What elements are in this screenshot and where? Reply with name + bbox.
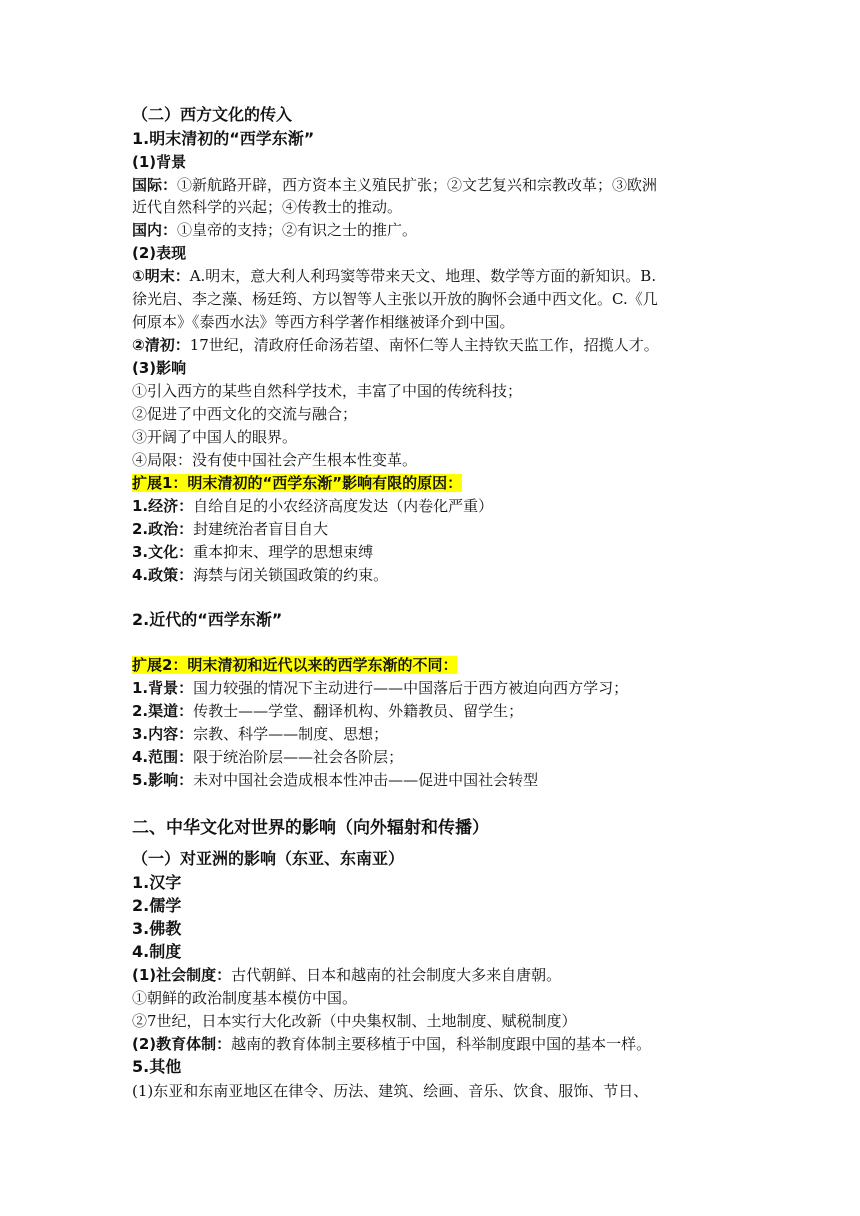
ext2-text-2: 传教士——学堂、翻译机构、外籍教员、留学生； — [193, 702, 524, 720]
social-system-item-1: ①朝鲜的政治制度基本模仿中国。 — [132, 989, 358, 1007]
text-ming-cont-1: 徐光启、李之藻、杨廷筠、方以智等人主张以开放的胸怀会通中西文化。C.《几 — [132, 290, 658, 308]
ext1-item-4 — [132, 564, 388, 586]
subtitle-asia-influence: （一）对亚洲的影响（东亚、东南亚） — [132, 849, 405, 868]
ext2-label-1: 1.背景： — [132, 679, 194, 697]
influence-item-1: ①引入西方的某些自然科学技术，丰富了中国的传统科技； — [132, 382, 523, 400]
label-education-system: (2)教育体制： — [132, 1035, 232, 1053]
text-ming-cont-2: 何原本》《泰西水法》等西方科学著作相继被译介到中国。 — [132, 313, 515, 331]
label-ming: ①明末： — [132, 267, 190, 285]
line-qing — [132, 334, 659, 356]
heading-influence: (3)影响 — [132, 359, 187, 377]
heading-performance: (2)表现 — [132, 244, 187, 262]
label-international: 国际： — [132, 176, 178, 194]
extension-2-title: 扩展2：明末清初和近代以来的西学东渐的不同： — [132, 656, 458, 674]
ext1-label-2: 2.政治： — [132, 520, 194, 538]
ext1-text-2: 封建统治者盲目自大 — [193, 520, 329, 538]
ext2-label-2: 2.渠道： — [132, 702, 194, 720]
heading-background: (1)背景 — [132, 153, 187, 171]
text-qing: 17世纪，清政府任命汤若望、南怀仁等人主持钦天监工作，招揽人才。 — [189, 336, 659, 354]
ext1-label-4: 4.政策： — [132, 566, 194, 584]
ext2-item-2 — [132, 700, 523, 722]
heading-modern-western-learning: 2.近代的“西学东渐” — [132, 610, 283, 629]
influence-item-4: ④局限：没有使中国社会产生根本性变革。 — [132, 451, 418, 469]
text-international-cont: 近代自然科学的兴起；④传教士的推动。 — [132, 198, 403, 216]
ext2-item-4 — [132, 746, 403, 768]
ext2-label-5: 5.影响： — [132, 771, 194, 789]
ext2-text-4: 限于统治阶层——社会各阶层； — [193, 748, 404, 766]
others-item-1: (1)东亚和东南亚地区在律令、历法、建筑、绘画、音乐、饮食、服饰、节日、 — [132, 1082, 649, 1100]
extension-1-title-line — [132, 472, 462, 494]
ext2-label-3: 3.内容： — [132, 725, 194, 743]
label-domestic: 国内： — [132, 221, 178, 239]
line-international — [132, 174, 657, 196]
ext1-text-1: 自给自足的小农经济高度发达（内卷化严重） — [193, 497, 494, 515]
ext2-item-5 — [132, 769, 538, 791]
text-social-system: 古代朝鲜、日本和越南的社会制度大多来自唐朝。 — [231, 966, 562, 984]
item-buddhism: 3.佛教 — [132, 919, 182, 938]
section-title-chinese-culture-influence: 二、中华文化对世界的影响（向外辐射和传播） — [132, 818, 489, 838]
ext1-label-3: 3.文化： — [132, 543, 194, 561]
text-domestic: ①皇帝的支持；②有识之士的推广。 — [177, 221, 418, 239]
heading-ming-qing-western-learning: 1.明末清初的“西学东渐” — [132, 129, 315, 148]
ext1-item-2 — [132, 518, 328, 540]
ext1-label-1: 1.经济： — [132, 497, 194, 515]
text-international: ①新航路开辟，西方资本主义殖民扩张；②文艺复兴和宗教改革；③欧洲 — [177, 176, 658, 194]
extension-1-title: 扩展1：明末清初的“西学东渐”影响有限的原因： — [132, 474, 463, 492]
line-social-system — [132, 964, 561, 986]
influence-item-3: ③开阔了中国人的眼界。 — [132, 428, 298, 446]
ext2-item-3 — [132, 723, 388, 745]
ext1-text-4: 海禁与闭关锁国政策的约束。 — [193, 566, 389, 584]
line-education-system — [132, 1033, 651, 1055]
item-confucianism: 2.儒学 — [132, 896, 182, 915]
item-others: 5.其他 — [132, 1057, 182, 1076]
ext2-text-3: 宗教、科学——制度、思想； — [193, 725, 389, 743]
text-education-system: 越南的教育体制主要移植于中国，科举制度跟中国的基本一样。 — [231, 1035, 652, 1053]
section-subtitle-western-culture: （二）西方文化的传入 — [132, 105, 293, 124]
ext2-label-4: 4.范围： — [132, 748, 194, 766]
ext2-text-1: 国力较强的情况下主动进行——中国落后于西方被迫向西方学习； — [193, 679, 629, 697]
influence-item-2: ②促进了中西文化的交流与融合； — [132, 405, 358, 423]
line-domestic — [132, 219, 417, 241]
item-institutions: 4.制度 — [132, 942, 182, 961]
ext1-item-1 — [132, 495, 493, 517]
ext2-text-5: 未对中国社会造成根本性冲击——促进中国社会转型 — [193, 771, 539, 789]
ext1-item-3 — [132, 541, 373, 563]
label-social-system: (1)社会制度： — [132, 966, 232, 984]
text-ming: A.明末，意大利人利玛窦等带来天文、地理、数学等方面的新知识。B. — [189, 267, 657, 285]
ext2-item-1 — [132, 677, 628, 699]
social-system-item-2: ②7世纪，日本实行大化改新（中央集权制、土地制度、赋税制度） — [132, 1012, 577, 1030]
line-ming — [132, 265, 656, 287]
item-chinese-characters: 1.汉字 — [132, 873, 182, 892]
extension-2-title-line — [132, 654, 457, 676]
ext1-text-3: 重本抑末、理学的思想束缚 — [193, 543, 374, 561]
label-qing: ②清初： — [132, 336, 190, 354]
